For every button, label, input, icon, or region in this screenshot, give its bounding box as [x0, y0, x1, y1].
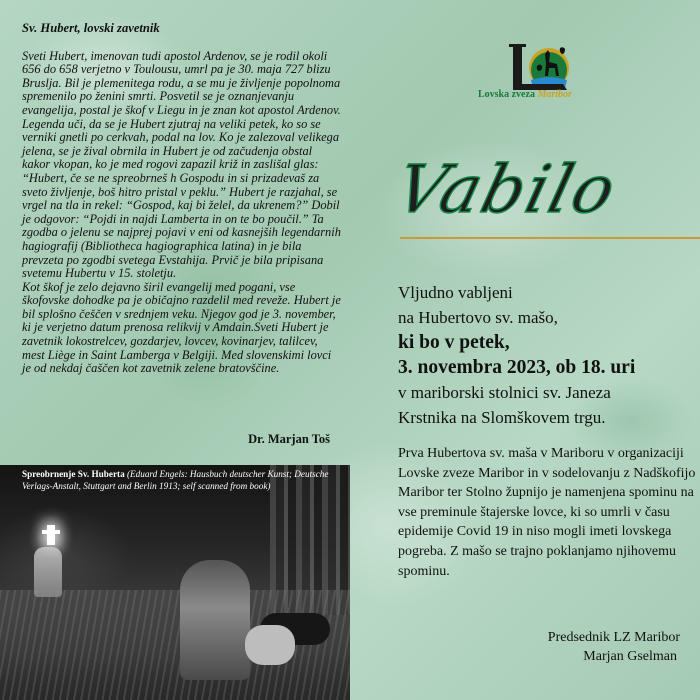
painting-caption [22, 469, 342, 492]
hubert-article [22, 22, 342, 376]
invitation-details [398, 280, 698, 430]
invitation-title: Vabilo [388, 151, 625, 228]
signature-role: Predsednik LZ Maribor [547, 630, 680, 645]
article-heading: Sv. Hubert, lovski zavetnik [22, 21, 160, 35]
logo-text-gold: Maribor [537, 89, 572, 100]
article-body-2: Kot škof je zelo dejavno širil evangelij med pogani, vse škofovske dohodke pa je običajno razdelil med reveže. Hubert je bil splošno češčen v srednjem veku. Njegov god je 3. november, ki je verjetno datum prenosa relikvij v Amdain.Sveti Hubert je zavetnik lokostrelcev, gozdarjev, lovcev, kovinarjev, talilcev, mest Liège in Saint Lamberga v Belgiji. Med slovenskimi lovci je od nekdaj čaščen kot zavetnik zelene bratovščine. [22, 279, 341, 376]
logo-text [478, 89, 598, 100]
invite-line-5: v mariborski stolnici sv. Janeza [398, 383, 611, 402]
stag-figure [34, 547, 62, 597]
article-author: Dr. Marjan Toš [248, 432, 330, 446]
invitation-info: Prva Hubertova sv. maša v Mariboru v organizaciji Lovske zveze Maribor in v sodelovanju z Nadškofijo Maribor ter Stolno župnijo je namenjena spominu na vse preminule štajerske lovce, ki so umrli v času epidemije Covid 19 in niso mogli imeti lovskega pogreba. Z mašo se trajno poklanjamo njihovemu spominu. [398, 446, 696, 579]
article-body: Sveti Hubert, imenovan tudi apostol Ardenov, se je rodil okoli 656 do 658 verjetno v Toulousu, umrl pa je 30. maja 727 blizu Bruslja. Bil je plemenitega rodu, a se mu je življenje popolnoma spremenilo po ženini smrti. Posvetil se je oznanjevanju evangelija, postal je škof v Liegu in je znan kot apostol Ardenov. Legenda uči, da se je Hubert zjutraj na veliki petek, ko so se verniki gnetli po cerkvah, podal na lov. Ko je zalezoval velikega jelena, se je žival obrnila in Hubert je od začudenja obstal kakor vkopan, ko je med rogovi zapazil križ in zaslišal glas: “Hubert, če se ne spreobrneš h Gospodu in si prizadevaš za sveto življenje, boš hitro pristal v peklu.” Hubert je razjahal, se vrgel na tla in rekel: “Gospod, kaj bi želel, da ukrenem?” Dobil je odgovor: “Pojdi in najdi Lamberta in on te bo poučil.” Ta zgodba o jelenu se najprej pojavi v eni od kasnejših legendarnih hagiografij (Bibliotheca hagiographica latina) in je bila prevzeta po zgodbi svetega Evstahija. Prvič je bila pripisana svetemu Hubertu v 15. stoletju. [22, 48, 341, 281]
logo-text-green: Lovska zveza [478, 89, 535, 100]
invite-date-time: 3. novembra 2023, ob 18. uri [398, 357, 636, 378]
glowing-cross-icon [47, 525, 55, 545]
invite-line-1: Vljudno vabljeni [398, 283, 513, 302]
gold-divider [400, 237, 700, 239]
invite-line-2: na Hubertovo sv. mašo, [398, 308, 558, 327]
caption-title: Spreobrnenje Sv. Huberta [22, 469, 125, 479]
hunter-figure [180, 560, 250, 680]
caption-source: (Eduard Engels: Hausbuch deutscher Kunst; Deutsche Verlags-Anstalt, Stuttgart and Berlin 1913; self scanned from book) [22, 469, 329, 491]
white-dog-figure [245, 625, 295, 665]
meadow [0, 590, 350, 700]
signature [500, 628, 680, 666]
invite-line-6: Krstnika na Slomškovem trgu. [398, 408, 606, 427]
signature-name: Marjan Gselman [583, 649, 677, 664]
invite-line-3: ki bo v petek, [398, 332, 510, 353]
hubert-painting [0, 465, 350, 700]
